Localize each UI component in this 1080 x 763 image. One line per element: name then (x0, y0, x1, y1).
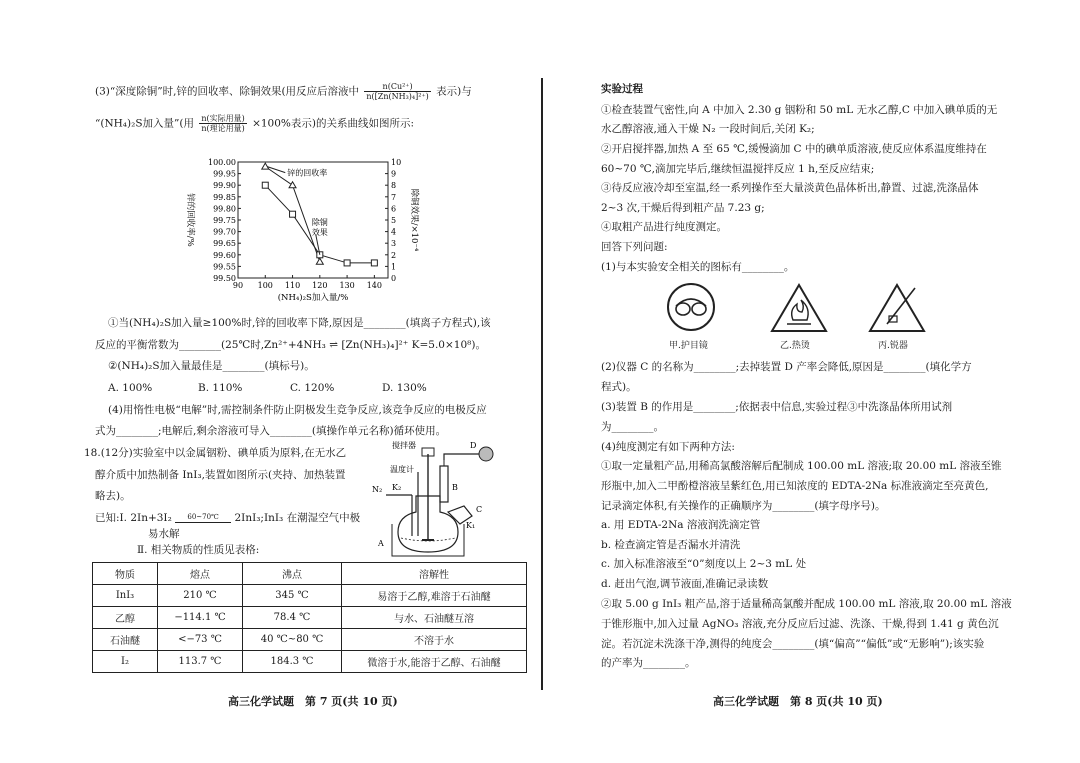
table-header: 沸点 (243, 563, 342, 585)
data-point-triangle (316, 258, 323, 264)
step-4: ④取粗产品进行纯度测定。 (601, 221, 727, 233)
table-header-row (93, 563, 527, 585)
label-c: C (476, 505, 483, 514)
step-1-line2: 水乙醇溶液,通入干燥 N₂ 一段时间后,关闭 K₂; (601, 123, 815, 135)
icon-label-hot: 乙.热烫 (780, 341, 810, 351)
question-3-line2: 为________。 (601, 421, 664, 433)
known-line3: Ⅱ. 相关物质的性质见表格: (137, 544, 260, 556)
data-point-square (344, 260, 350, 266)
table-row (93, 651, 527, 673)
table-cell: 40 ℃~80 ℃ (243, 629, 342, 651)
y-right-tick-label: 0 (391, 274, 397, 283)
method-2-line4: 的产率为________。 (601, 657, 696, 669)
page-8 (545, 0, 1080, 763)
method-1-line3: 记录滴定体积,有关操作的正确顺序为________(填字母序号)。 (601, 500, 886, 512)
answer-prompt: 回答下列问题: (601, 241, 668, 253)
x-tick-label: 140 (366, 281, 383, 290)
question-2-line1: (2)仪器 C 的名称为________;去掉装置 D 产率会降低,原因是________(填化学方 (601, 361, 972, 373)
table-cell: 210 ℃ (158, 585, 243, 607)
y-left-tick-label: 100.00 (208, 158, 236, 167)
q3-line2 (95, 114, 414, 133)
y-left-axis-label: 锌的回收率/% (185, 193, 195, 247)
step-2-line1: ②开启搅拌器,加热 A 至 65 ℃,缓慢滴加 C 中的碘单质溶液,使反应体系温度维持在 (601, 143, 987, 155)
label-k1: K₁ (466, 521, 476, 530)
option-a: A. 100% (108, 382, 153, 394)
fraction-usage (199, 114, 246, 133)
table-cell: 乙醇 (93, 607, 158, 629)
titration-step-a: a. 用 EDTA-2Na 溶液润洗滴定管 (601, 519, 761, 531)
y-left-tick-label: 99.85 (213, 192, 236, 202)
label-b: B (452, 483, 458, 492)
table-header: 溶解性 (342, 563, 527, 585)
label-d: D (470, 441, 477, 450)
table-cell: InI₃ (93, 585, 158, 607)
x-tick-label: 130 (339, 281, 355, 290)
label-thermometer: 温度计 (390, 465, 414, 474)
y-left-tick-label: 99.70 (213, 227, 236, 237)
page-footer-right: 高三化学试题 第 8 页(共 10 页) (713, 695, 883, 708)
table-cell: 345 ℃ (243, 585, 342, 607)
table-header: 熔点 (158, 563, 243, 585)
y-right-tick-label: 8 (391, 181, 397, 191)
x-axis-label: (NH₄)₂S加入量/% (277, 293, 349, 303)
q3-line2-text: “(NH₄)₂S加入量”(用 (95, 117, 194, 130)
table-cell: 不溶于水 (342, 629, 527, 651)
goggles-icon (663, 282, 719, 332)
q3-line1 (95, 82, 472, 101)
annotation-cu-label1: 除铜 (311, 217, 328, 227)
table-cell: 113.7 ℃ (158, 651, 243, 673)
label-k2: K₂ (392, 483, 402, 492)
step-3-line2: 2~3 次,干燥后得到粗产品 7.23 g; (601, 202, 765, 214)
method-2-line3: 淀。若沉淀未洗涤干净,测得的纯度会________(填“偏高”“偏低”或“无影响”);该实验 (601, 638, 985, 650)
y-right-tick-label: 7 (391, 192, 397, 202)
data-point-square (262, 182, 268, 188)
q3-line2-end: ×100%表示)的关系曲线如图所示: (252, 117, 415, 130)
y-right-tick-label: 10 (391, 158, 402, 167)
option-c: C. 120% (290, 382, 335, 394)
properties-table (92, 562, 527, 673)
y-left-tick-label: 99.80 (213, 204, 236, 214)
question-4: (4)纯度测定有如下两种方法: (601, 441, 735, 453)
data-point-triangle (289, 182, 296, 188)
y-left-tick-label: 99.50 (213, 274, 236, 283)
step-3-line1: ③待反应液冷却至室温,经一系列操作至大量淡黄色晶体析出,静置、过滤,洗涤晶体 (601, 182, 979, 194)
method-2-line2: 于锥形瓶中,加入过量 AgNO₃ 溶液,充分反应后过滤、洗涤、干燥,得到 1.41 g 黄色沉 (601, 618, 999, 630)
table-cell: 与水、石油醚互溶 (342, 607, 527, 629)
data-point-square (371, 260, 377, 266)
question-4-line2: 式为________;电解后,剩余溶液可导入________(填操作单元名称)循环使用。 (95, 425, 447, 437)
data-point-triangle (262, 163, 269, 169)
y-right-tick-label: 4 (391, 227, 397, 237)
step-2-line2: 60~70 ℃,滴加完毕后,继续恒温搅拌反应 1 h,至反应结束; (601, 163, 875, 175)
y-right-tick-label: 5 (391, 216, 397, 225)
x-tick-label: 110 (284, 281, 301, 290)
known-reaction-left: 已知:Ⅰ. 2In+3I₂ (95, 512, 172, 524)
y-left-tick-label: 99.75 (213, 216, 236, 225)
sharp-object-icon (867, 282, 927, 334)
question-18-line3: 略去)。 (95, 490, 131, 502)
condenser-b (440, 466, 448, 502)
y-right-tick-label: 6 (391, 204, 397, 214)
x-tick-label: 120 (312, 281, 328, 290)
question-18-line1: 18.(12分)实验室中以金属铟粉、碘单质为原料,在无水乙 (84, 447, 347, 459)
apparatus-diagram (368, 440, 508, 560)
page-footer-left: 高三化学试题 第 7 页(共 10 页) (228, 695, 398, 708)
fraction-denominator: n(理论用量) (201, 124, 245, 133)
y-right-tick-label: 9 (391, 169, 397, 179)
table-cell: <−73 ℃ (158, 629, 243, 651)
y-left-tick-label: 99.90 (213, 181, 236, 191)
table-header: 物质 (93, 563, 158, 585)
y-right-axis-label: 除铜效果/×10⁻⁴ (409, 188, 419, 252)
y-right-tick-label: 2 (391, 250, 397, 260)
table-row (93, 607, 527, 629)
question-ii: ②(NH₄)₂S加入量最佳是________(填标号)。 (108, 360, 315, 372)
fraction-cu-zn (364, 82, 430, 101)
known-line1 (95, 511, 360, 525)
q3-line1-text: (3)“深度除铜”时,锌的回收率、除铜效果(用反应后溶液中 (95, 85, 360, 98)
table-cell: 微溶于水,能溶于乙醇、石油醚 (342, 651, 527, 673)
y-left-tick-label: 99.60 (213, 250, 236, 260)
question-18-line2: 醇介质中加热制备 InI₃,装置如图所示(夹持、加热装置 (95, 469, 346, 481)
hot-surface-icon (769, 282, 829, 334)
table-cell: 78.4 ℃ (243, 607, 342, 629)
drying-tube-line (444, 454, 480, 460)
y-left-tick-label: 99.65 (213, 239, 236, 249)
page-divider (541, 78, 543, 690)
known-reaction-right: 2InI₃;InI₃ 在潮湿空气中极 (234, 512, 361, 524)
section-heading: 实验过程 (601, 83, 643, 95)
table-cell: I₂ (93, 651, 158, 673)
option-d: D. 130% (382, 382, 427, 394)
q3-line1-end: 表示)与 (436, 85, 472, 98)
step-1-line1: ①检查装置气密性,向 A 中加入 2.30 g 铟粉和 50 mL 无水乙醇,C 中加入碘单质的无 (601, 104, 998, 116)
method-2-line1: ②取 5.00 g InI₃ 粗产品,溶于适量稀高氯酸并配成 100.00 mL 溶液,取 20.00 mL 溶液 (601, 598, 1012, 610)
titration-step-b: b. 检查滴定管是否漏水并清洗 (601, 539, 741, 551)
known-line2: 易水解 (148, 528, 180, 540)
y-right-tick-label: 3 (391, 239, 397, 249)
table-row (93, 585, 527, 607)
table-cell: −114.1 ℃ (158, 607, 243, 629)
y-left-tick-label: 99.95 (213, 169, 236, 179)
y-right-tick-label: 1 (391, 262, 397, 272)
icon-label-goggles: 甲.护目镜 (669, 341, 708, 351)
titration-step-d: d. 赶出气泡,调节液面,准确记录读数 (601, 578, 769, 590)
recovery-chart (180, 148, 420, 308)
x-tick-label: 90 (232, 281, 244, 290)
question-4-line1: (4)用惰性电极“电解”时,需控制条件防止阴极发生竞争反应,该竞争反应的电极反应 (108, 404, 487, 416)
question-3-line1: (3)装置 B 的作用是________;依据表中信息,实验过程③中洗涤晶体所用试剂 (601, 401, 953, 413)
fraction-numerator: n(Cu²⁺) (364, 82, 430, 92)
option-b: B. 110% (198, 382, 243, 394)
icon-label-sharp: 丙.锐器 (878, 341, 908, 351)
fraction-denominator: n([Zn(NH₃)₄]²⁺) (366, 92, 429, 101)
annotation-cu-label2: 效果 (311, 227, 328, 237)
label-n2: N₂ (372, 485, 383, 494)
question-i-line1: ①当(NH₄)₂S加入量≥100%时,锌的回收率下降,原因是________(填离子方程式),该 (108, 317, 491, 329)
label-a: A (378, 539, 384, 548)
annotation-zn-recovery: 锌的回收率 (287, 168, 328, 178)
question-i-line2: 反应的平衡常数为________(25℃时,Zn²⁺+4NH₃ ⇌ [Zn(NH₃)₄]²⁺ K=5.0×10⁸)。 (95, 339, 486, 351)
question-2-line2: 程式)。 (601, 381, 637, 393)
drying-tube-d (479, 447, 493, 461)
table-row (93, 629, 527, 651)
table-cell: 易溶于乙醇,难溶于石油醚 (342, 585, 527, 607)
reaction-condition: 60~70℃ (187, 513, 219, 521)
method-1-line2: 形瓶中,加入二甲酚橙溶液呈紫红色,用已知浓度的 EDTA-2Na 标准液滴定至亮黄色, (601, 480, 989, 492)
label-stirrer: 搅拌器 (392, 441, 416, 450)
table-cell: 石油醚 (93, 629, 158, 651)
y-left-tick-label: 99.55 (213, 262, 236, 272)
question-1: (1)与本实验安全相关的图标有________。 (601, 261, 795, 273)
fraction-numerator: n(实际用量) (201, 114, 245, 123)
titration-step-c: c. 加入标准溶液至“0”刻度以上 2~3 mL 处 (601, 558, 807, 570)
table-cell: 184.3 ℃ (243, 651, 342, 673)
reaction-arrow (175, 513, 231, 523)
data-point-square (290, 211, 296, 217)
x-tick-label: 100 (257, 281, 273, 290)
method-1-line1: ①取一定量粗产品,用稀高氯酸溶解后配制成 100.00 mL 溶液;取 20.00 mL 溶液至锥 (601, 460, 1002, 472)
